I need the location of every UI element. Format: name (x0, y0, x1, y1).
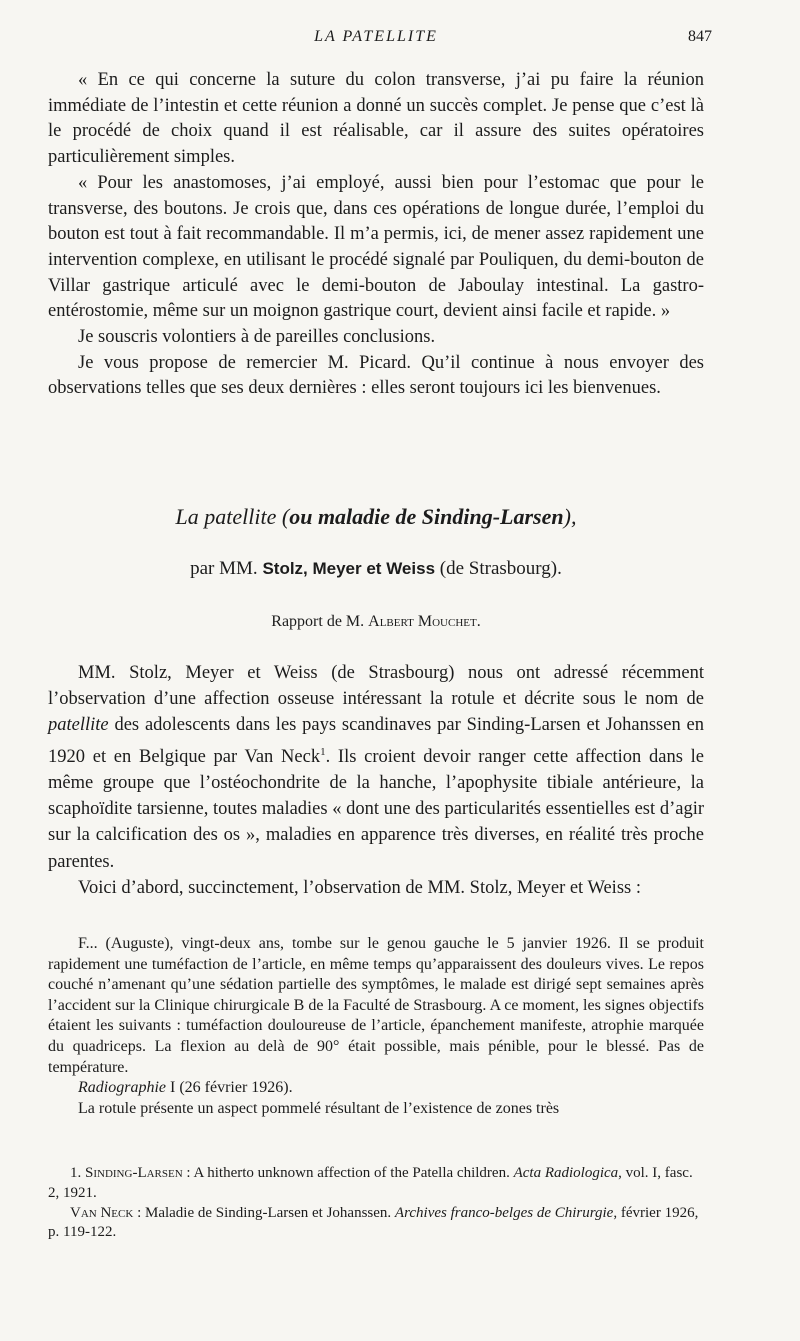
footnote-journal: Archives franco-belges de Chirurgie (394, 1204, 614, 1221)
intro-paragraph: Je vous propose de remercier M. Picard. Qu’il continue à nous envoyer des observations telles que ses deux dernières : elles seront toujours ici les bienvenues. (48, 352, 704, 399)
report-prefix: Rapport de M. (271, 613, 365, 630)
footnote (48, 1164, 704, 1204)
page-number: 847 (688, 28, 712, 45)
intro-paragraph: Je souscris volontiers à de pareilles conclusions. (78, 327, 436, 348)
title-part: ), (563, 504, 577, 529)
case-report (48, 934, 704, 1119)
case-paragraph: F... (Auguste), vingt-deux ans, tombe sur le genou gauche le 5 janvier 1926. Il se produit rapidement une tuméfaction de l’article, en même temps qu’apparaissent des douleurs vives. Le repos couché n’amenant qu’une sédation partielle des symptômes, le malade est dirigé sept semaines après l’accident sur la Clinique chirurgicale B de la Faculté de Strasbourg. A ce moment, les signes objectifs étaient les suivants : tuméfaction douloureuse de l’article, épanchement manifeste, atrophie marquée du quadriceps. La flexion au delà de 90° était possible, mais pénible, pour le blessé. Pas de température. (48, 935, 704, 1076)
report-line (48, 613, 704, 631)
footnote-author: Sinding-Larsen (85, 1165, 183, 1181)
authors-suffix: (de Strasbourg). (439, 558, 562, 579)
running-head (48, 28, 712, 50)
article-title (48, 504, 704, 530)
article-paragraph (48, 660, 704, 875)
footnote-text: , vol. I, fasc. 2, 1921. (48, 1165, 693, 1201)
intro-paragraph: « Pour les anastomoses, j’ai employé, aussi bien pour l’estomac que pour le transverse, des boutons. Je crois que, dans ces opérations de longue durée, l’emploi du bouton est tout à fait recommandable. Il m’a permis, ici, de mener assez rapidement une intervention complexe, en utilisant le procédé signalé par Pouliquen, du demi-bouton de Villar gastrique articulé avec le demi-bouton de Jaboulay intestinal. La gastro-entérostomie, même sur un moignon gastrique court, devient ainsi facile et rapide. » (48, 172, 704, 322)
intro-paragraph: « En ce qui concerne la suture du colon transverse, j’ai pu faire la réunion immédiate de l’intestin et cette réunion a donné un succès complet. Je pense que c’est là le procédé de choix quand il est réalisable, car il assure des suites opératoires particulièrement simples. (48, 70, 704, 168)
footnote-text: : Maladie de Sinding-Larsen et Johanssen. (133, 1204, 395, 1221)
case-paragraph (48, 1078, 704, 1099)
footnote-number: 1. (70, 1165, 82, 1181)
footnote-ref: 1 (320, 745, 326, 758)
intro-text (48, 68, 704, 402)
report-name: Albert Mouchet. (368, 613, 481, 630)
footnote-text: , février 1926, p. 119-122. (48, 1204, 699, 1241)
case-paragraph: La rotule présente un aspect pommelé résultant de l’existence de zones très (78, 1099, 560, 1117)
article-paragraph: Voici d’abord, succinctement, l’observation de MM. Stolz, Meyer et Weiss : (78, 877, 641, 898)
footnote-author: Van Neck (70, 1204, 134, 1221)
article-body (48, 660, 704, 901)
footnotes (48, 1164, 704, 1243)
footnote-journal: Acta Radiologica (513, 1165, 619, 1181)
text-run: des adolescents dans les pays scandinaves par Sinding-Larsen et Johanssen en 1920 et en Belgique par Van Neck (48, 715, 704, 767)
text-run: I (26 février 1926). (166, 1079, 293, 1097)
text-run: MM. Stolz, Meyer et Weiss (de Strasbourg) nous ont adressé récemment l’observation d’une affection osseuse intéressant la rotule et décrite sous le nom de (48, 663, 704, 710)
authors-line (48, 558, 704, 580)
footnote-text: : A hitherto unknown affection of the Patella children. (182, 1165, 514, 1181)
title-part-bold: ou maladie de Sinding-Larsen (289, 504, 564, 529)
footnote (48, 1204, 704, 1244)
text-run: . Ils croient devoir ranger cette affection dans le même groupe que l’ostéochondrite de la hanche, l’apophysite tibiale antérieure, la scaphoïdite tarsienne, toutes maladies « dont une des particularités essentielles est d’agir sur la calcification des os », maladies en apparence très diverses, en réalité très proche parentes. (48, 746, 704, 872)
text-run-italic: patellite (48, 715, 109, 736)
title-part: La patellite ( (175, 504, 290, 529)
authors-names: Stolz, Meyer et Weiss (262, 559, 436, 578)
running-title: LA PATELLITE (314, 28, 438, 45)
text-run-italic: Radiographie (78, 1079, 166, 1097)
authors-prefix: par MM. (190, 558, 258, 579)
